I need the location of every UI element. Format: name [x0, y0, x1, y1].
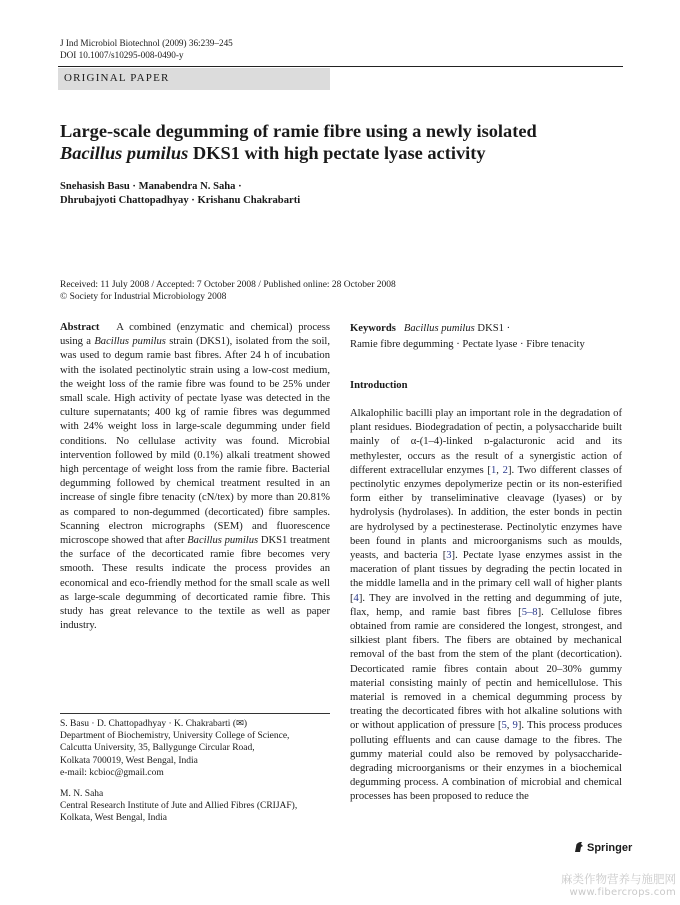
abstract-species-2: Bacillus pumilus: [187, 535, 259, 547]
author-list: [60, 180, 300, 208]
keywords: [350, 321, 622, 353]
author-email[interactable]: e-mail: kcbioc@gmail.com: [60, 767, 164, 778]
article-type-label: ORIGINAL PAPER: [64, 72, 170, 84]
affiliation-1: [60, 718, 289, 779]
intro-text: ]. Two different classes of pectinolytic enzymes depolymerize pectin or its non-esterified form either by transeliminative cleavage (lyases) or by hydrolysis (hydrolases). In addition, the ester bonds in pectin are hydrolysed by a pectinesterase. Pectinolytic enzymes have been found in plants and microorganisms such as moulds, yeasts, and bacteria [: [350, 464, 623, 562]
footnote-rule: [60, 713, 330, 714]
authors-line-2: Dhrubajyoti Chattopadhyay · Krishanu Chakrabarti: [60, 195, 301, 206]
citation-link[interactable]: 5–8: [521, 606, 538, 618]
abstract-text-1: A combined (enzymatic and chemical) process using a: [60, 322, 330, 348]
abstract-species-1: Bacillus pumilus: [94, 336, 166, 348]
keywords-line-2: Ramie fibre degumming · Pectate lyase · Fibre tenacity: [350, 339, 585, 350]
affiliation-2-line: Kolkata, West Bengal, India: [60, 813, 167, 824]
intro-text: ,: [506, 720, 513, 732]
doi: DOI 10.1007/s10295-008-0490-y: [60, 50, 184, 60]
citation-link[interactable]: 5: [501, 720, 507, 732]
intro-text: ]. This process produces polluting effluents and can cause damage to the fibres. The gummy material could also be removed by polysaccharide-degrading microorganisms or their enzymes in a biochemical degumming process. A combination of microbial and chemical processes has been proposed to reduce the: [350, 720, 623, 803]
publisher-name: Springer: [587, 842, 633, 854]
title-line-1: Large-scale degumming of ramie fibre using a newly isolated: [60, 121, 537, 141]
citation-link[interactable]: 2: [502, 464, 508, 476]
history-dates: Received: 11 July 2008 / Accepted: 7 October 2008 / Published online: 28 October 2008: [60, 280, 396, 290]
keyword-1-rest: DKS1 ·: [474, 323, 511, 334]
intro-text: ]. Cellulose fibres obtained from ramie are considered the longest, strongest, and silkiest plant fibers. The fibers are obtained by mechanical removal of the bast from the stem of the plant (decortication). Decorticated ramie fibres contain about 20–30% gummy material consisting mainly of pectin and hemicellulose. This material is removed in a chemical degumming process by treating the decorticated fibres with hot alkaline solutions with or without application of pressure [: [350, 606, 622, 732]
watermark-url: www.fibercrops.com: [569, 887, 676, 898]
keywords-label: Keywords: [350, 323, 396, 334]
affiliation-2-author: M. N. Saha: [60, 789, 104, 799]
affiliation-1-authors: S. Basu · D. Chattopadhyay · K. Chakrabarti (✉): [60, 719, 248, 729]
section-heading-introduction: Introduction: [350, 380, 408, 391]
title-line-2-rest: DKS1 with high pectate lyase activity: [188, 143, 486, 163]
watermark-cn: 麻类作物营养与施肥网: [561, 872, 676, 886]
abstract-label: Abstract: [60, 322, 100, 333]
copyright-line: © Society for Industrial Microbiology 2008: [60, 292, 227, 303]
affiliation-1-line: Calcutta University, 35, Ballygunge Circular Road,: [60, 743, 255, 754]
affiliation-1-line: Department of Biochemistry, University College of Science,: [60, 731, 290, 742]
affiliation-1-line: Kolkata 700019, West Bengal, India: [60, 755, 198, 766]
intro-text: ]. Pectate lyase enzymes assist in the maceration of plant tissues by degrading the pectin located in the middle lamella and in the primary cell wall of higher plants [: [350, 550, 623, 604]
citation-link[interactable]: 4: [353, 592, 359, 604]
affiliation-2: [60, 788, 297, 825]
intro-text: ]. They are involved in the retting and degumming of jute, flax, hemp, and ramie bast fibres [: [350, 592, 622, 618]
title-line-2: [60, 142, 600, 164]
citation-link[interactable]: 3: [446, 550, 452, 562]
abstract-text-3: DKS1 treatment the surface of the decorticated ramie fibre becomes very smooth. These results indicate the process provides an economical and eco-friendly method for the small scale as well as large-scale degumming of decorticated ramie fibre. This study has great relevance to the textile as well as paper industry.: [60, 535, 330, 632]
publisher-mark: [573, 841, 632, 854]
affiliation-2-line: Central Research Institute of Jute and Allied Fibres (CRIJAF),: [60, 801, 298, 812]
authors-line-1: Snehasish Basu · Manabendra N. Saha ·: [60, 181, 242, 192]
introduction-text: [350, 407, 622, 805]
header-rule: [58, 66, 623, 67]
intro-text: Alkalophilic bacilli play an important role in the degradation of plant residues. Biodegradation of pectin, a polysaccharide built mainly of α-(1–4)-linked ᴅ-galacturonic acid and its methylester, occurs as the result of a synergistic action of different extracellular enzymes [: [350, 408, 622, 476]
article-type-band: [58, 68, 330, 90]
publication-history: [60, 279, 396, 303]
intro-text: ,: [496, 464, 503, 476]
citation-link[interactable]: 9: [512, 720, 518, 732]
journal-citation: J Ind Microbiol Biotechnol (2009) 36:239–245: [60, 38, 233, 48]
title-species: Bacillus pumilus: [60, 143, 189, 163]
abstract-text-2: strain (DKS1), isolated from the soil, was used to degum ramie bast fibres. After 24 h of incubation with the isolated pectinolytic strain using a low-cost medium, the weight loss of the ramie fibre was found to be 25% under small scale. High activity of pectate lyase was detected in the culture supernatants; 400 kg of ramie fibres was degummed with 24% weight loss in large-scale degumming under field conditions. No cellulase activity was found. Microbial intervention followed by mild (0.1%) alkali treatment showed high percentage of weight loss from the ramie fibre. Bacterial degumming followed by chemical treatment resulted in an increase of single fibre tenacity (cN/tex) by more than 20.81% as compared to non-degummed (decorticated) fibre samples. Scanning electron micrographs (SEM) and fluorescence microscope showed that after: [60, 336, 330, 547]
springer-horse-icon: [573, 841, 585, 853]
keyword-species: Bacillus pumilus: [403, 323, 475, 334]
abstract: [60, 321, 330, 633]
paper-title: [60, 120, 600, 164]
citation-link[interactable]: 1: [490, 464, 497, 476]
